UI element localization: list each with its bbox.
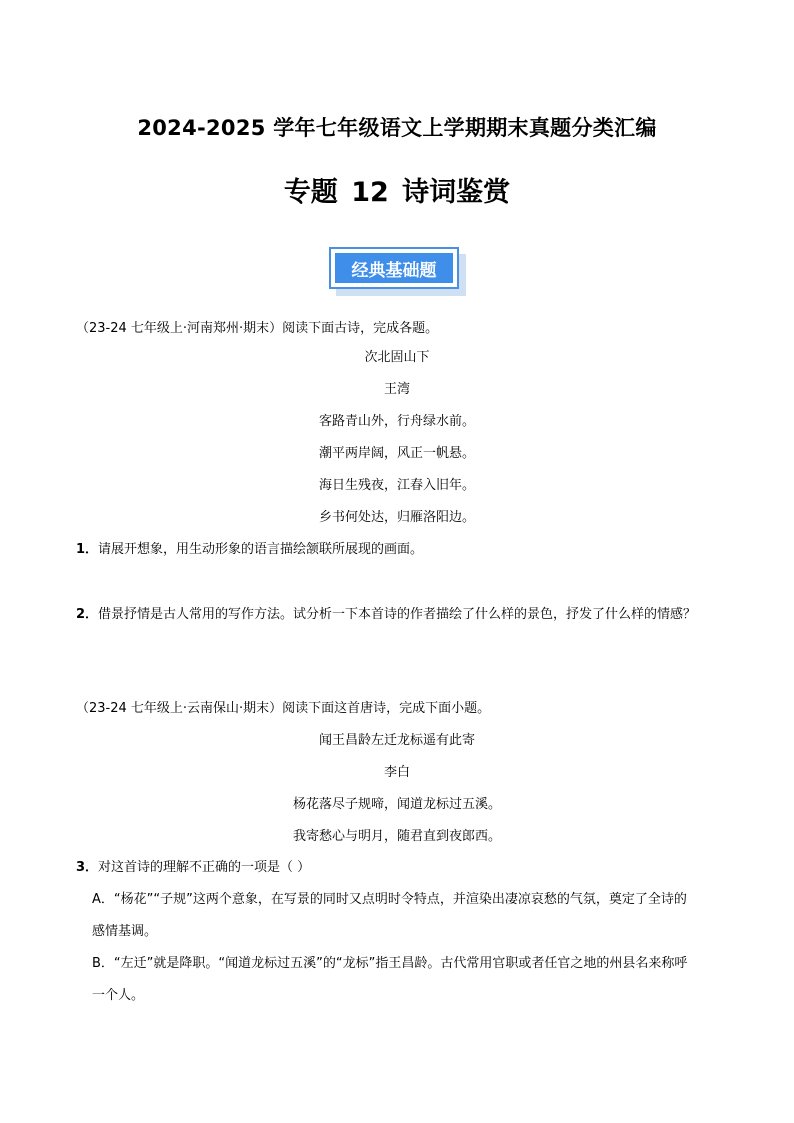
- section1-intro: （23-24 七年级上·河南郑州·期末）阅读下面古诗，完成各题。: [76, 321, 439, 336]
- poem2-author: 李白: [383, 765, 410, 780]
- poem2-line: 杨花落尽子规啼，闻道龙标过五溪。: [292, 797, 501, 812]
- question-number: 3．: [76, 860, 99, 875]
- section2-intro: （23-24 七年级上·云南保山·期末）阅读下面这首唐诗，完成下面小题。: [76, 701, 491, 716]
- question-number: 1．: [76, 542, 99, 557]
- option-a-continued: 感情基调。: [92, 924, 158, 939]
- question-text: 对这首诗的理解不正确的一项是（ ）: [98, 860, 311, 875]
- option-b: B．“左迁”就是降职。“闻道龙标过五溪”的“龙标”指王昌龄。古代常用官职或者任官之地的州县名来称呼: [92, 956, 688, 971]
- option-b-continued: 一个人。: [92, 988, 145, 1003]
- poem1-line: 海日生残夜，江春入旧年。: [318, 478, 475, 493]
- poem1-line: 潮平两岸阔，风正一帆悬。: [318, 446, 475, 461]
- question-number: 2．: [76, 607, 99, 622]
- section-badge: [329, 247, 459, 289]
- option-a: A．“杨花”“子规”这两个意象，在写景的同时又点明时令特点，并渲染出凄凉哀愁的气氛，奠定了全诗的: [92, 892, 687, 907]
- question-text: 请展开想象，用生动形象的语言描绘颔联所展现的画面。: [98, 542, 424, 557]
- poem1-line: 乡书何处达，归雁洛阳边。: [318, 510, 475, 525]
- question-2: [76, 603, 696, 622]
- poem2-title: 闻王昌龄左迁龙标遥有此寄: [318, 733, 475, 748]
- question-text: 借景抒情是古人常用的写作方法。试分析一下本首诗的作者描绘了什么样的景色，抒发了什么样的情感？: [98, 607, 697, 622]
- poem1-author: 王湾: [383, 382, 410, 397]
- document-title: 2024-2025 学年七年级语文上学期期末真题分类汇编: [137, 116, 657, 140]
- poem1-title: 次北固山下: [364, 350, 430, 365]
- question-3: [76, 856, 310, 875]
- section-badge-label: 经典基础题: [335, 253, 453, 283]
- poem2-line: 我寄愁心与明月，随君直到夜郎西。: [292, 829, 501, 844]
- poem1-line: 客路青山外，行舟绿水前。: [318, 414, 475, 429]
- question-1: [76, 538, 423, 557]
- topic-title: 专题 12 诗词鉴赏: [283, 177, 511, 208]
